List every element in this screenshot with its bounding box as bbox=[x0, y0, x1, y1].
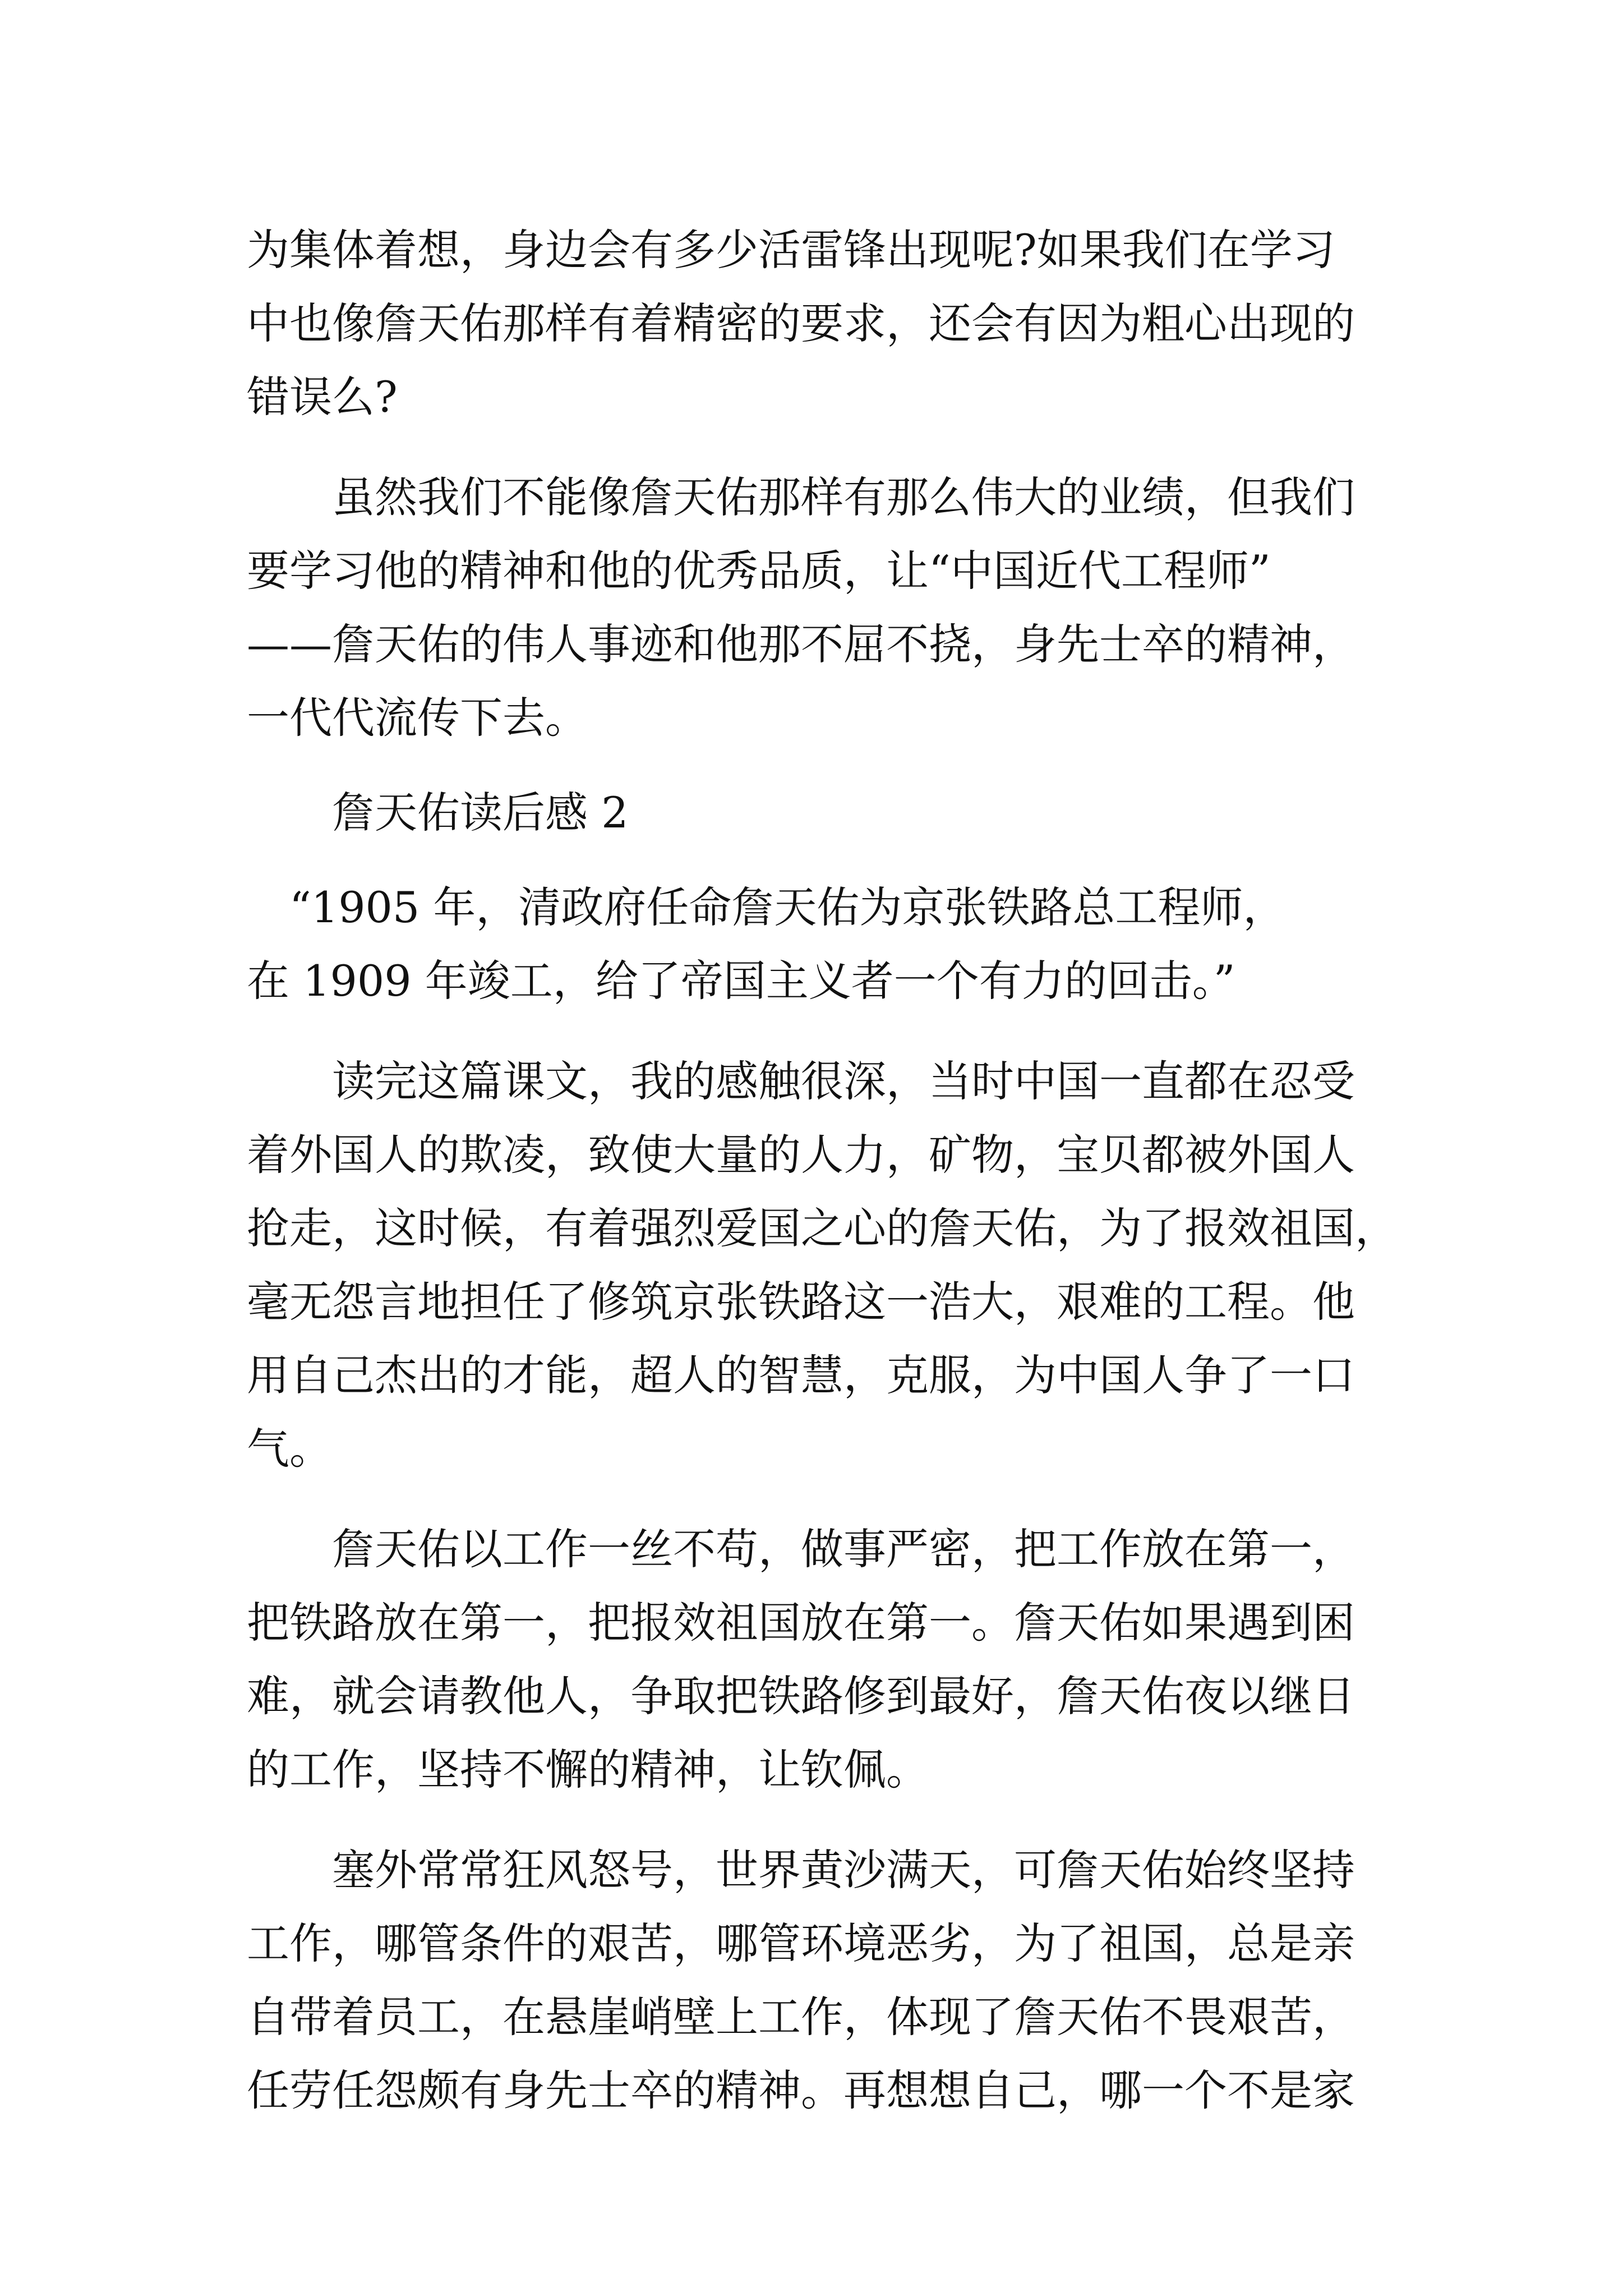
text-line: 詹天佑以工作一丝不苟，做事严密，把工作放在第一， bbox=[247, 1524, 1355, 1574]
text-line: ——詹天佑的伟人事迹和他那不屈不挠，身先士卒的精神， bbox=[247, 619, 1355, 669]
text-line: 虽然我们不能像詹天佑那样有那么伟大的业绩，但我们 bbox=[247, 472, 1355, 522]
paragraph bbox=[247, 1833, 1396, 2127]
paragraph bbox=[247, 1512, 1396, 1806]
text-line: 把铁路放在第一，把报效祖国放在第一。詹天佑如果遇到困 bbox=[247, 1598, 1355, 1648]
text-line: 错误么? bbox=[247, 372, 398, 422]
paragraph bbox=[247, 461, 1396, 754]
text-line: 抢走，这时候，有着强烈爱国之心的詹天佑，为了报效祖国， bbox=[247, 1203, 1398, 1253]
text-line: 在 1909 年竣工，给了帝国主义者一个有力的回击。” bbox=[247, 956, 1235, 1006]
text-line: 读完这篇课文，我的感触很深，当时中国一直都在忍受 bbox=[247, 1056, 1355, 1106]
text-line: 一代代流传下去。 bbox=[247, 693, 588, 743]
text-line: 中也像詹天佑那样有着精密的要求，还会有因为粗心出现的 bbox=[247, 298, 1355, 348]
text-line: 要学习他的精神和他的优秀品质，让“中国近代工程师” bbox=[247, 546, 1271, 596]
section-heading: 詹天佑读后感 2 bbox=[247, 788, 629, 838]
paragraph bbox=[247, 213, 1396, 434]
quote-paragraph bbox=[247, 871, 1396, 1018]
text-line: 工作，哪管条件的艰苦，哪管环境恶劣，为了祖国，总是亲 bbox=[247, 1918, 1355, 1968]
text-line: 的工作，坚持不懈的精神，让钦佩。 bbox=[247, 1745, 929, 1795]
text-line: 毫无怨言地担任了修筑京张铁路这一浩大，艰难的工程。他 bbox=[247, 1277, 1355, 1327]
text-line: “1905 年，清政府任命詹天佑为京张铁路总工程师， bbox=[247, 882, 1286, 932]
text-line: 难，就会请教他人，争取把铁路修到最好，詹天佑夜以继日 bbox=[247, 1671, 1355, 1721]
text-line: 自带着员工，在悬崖峭壁上工作，体现了詹天佑不畏艰苦， bbox=[247, 1992, 1355, 2042]
text-line: 塞外常常狂风怒号，世界黄沙满天，可詹天佑始终坚持 bbox=[247, 1845, 1355, 1895]
document-body bbox=[247, 213, 1396, 2127]
text-line: 气。 bbox=[247, 1424, 332, 1474]
text-line: 为集体着想，身边会有多少活雷锋出现呢?如果我们在学习 bbox=[247, 225, 1335, 275]
text-line: 用自己杰出的才能，超人的智慧，克服，为中国人争了一口 bbox=[247, 1350, 1355, 1400]
paragraph bbox=[247, 1045, 1396, 1485]
text-line: 着外国人的欺凌，致使大量的人力，矿物，宝贝都被外国人 bbox=[247, 1130, 1355, 1180]
text-line: 任劳任怨颇有身先士卒的精神。再想想自己，哪一个不是家 bbox=[247, 2065, 1355, 2115]
